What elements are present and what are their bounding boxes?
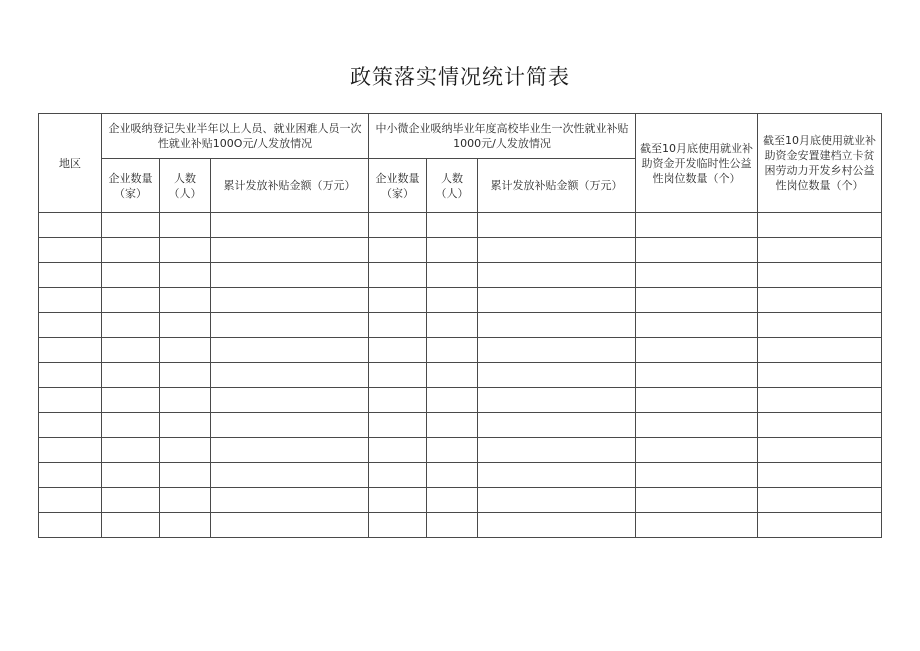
group1-people-count-header: 人数（人）	[160, 159, 211, 213]
table-cell[interactable]	[478, 438, 636, 463]
table-cell[interactable]	[427, 238, 478, 263]
table-cell[interactable]	[369, 488, 427, 513]
table-cell[interactable]	[478, 288, 636, 313]
table-cell[interactable]	[636, 238, 758, 263]
group2-company-count-header: 企业数量（家）	[369, 159, 427, 213]
table-cell[interactable]	[369, 413, 427, 438]
table-cell[interactable]	[758, 213, 882, 238]
table-row	[39, 488, 882, 513]
table-cell[interactable]	[211, 388, 369, 413]
table-cell[interactable]	[636, 363, 758, 388]
header-row-1	[39, 114, 882, 159]
page-title: 政策落实情况统计简表	[350, 65, 570, 89]
table-cell[interactable]	[211, 263, 369, 288]
table-row	[39, 288, 882, 313]
table-cell[interactable]	[758, 413, 882, 438]
table-cell[interactable]	[369, 338, 427, 363]
temp-posts-header: 截至10月底使用就业补助资金开发临时性公益性岗位数量（个）	[636, 114, 758, 213]
table-cell[interactable]	[39, 238, 102, 263]
table-cell[interactable]	[211, 488, 369, 513]
group2-people-count-header: 人数（人）	[427, 159, 478, 213]
group1-header: 企业吸纳登记失业半年以上人员、就业困难人员一次性就业补贴100O元/人发放情况	[102, 114, 369, 159]
group1-company-count-header: 企业数量（家）	[102, 159, 160, 213]
table-cell[interactable]	[39, 413, 102, 438]
table-cell[interactable]	[39, 388, 102, 413]
table-cell[interactable]	[478, 338, 636, 363]
table-cell[interactable]	[758, 463, 882, 488]
table-row	[39, 213, 882, 238]
table-cell[interactable]	[758, 313, 882, 338]
table-cell[interactable]	[102, 388, 160, 413]
table-cell[interactable]	[636, 388, 758, 413]
table-cell[interactable]	[758, 513, 882, 538]
table-cell[interactable]	[427, 363, 478, 388]
table-cell[interactable]	[211, 238, 369, 263]
table-cell[interactable]	[369, 313, 427, 338]
table-cell[interactable]	[369, 438, 427, 463]
table-cell[interactable]	[39, 338, 102, 363]
table-cell[interactable]	[427, 263, 478, 288]
table-row	[39, 463, 882, 488]
table-cell[interactable]	[39, 513, 102, 538]
table-cell[interactable]	[39, 438, 102, 463]
table-row	[39, 413, 882, 438]
table-cell[interactable]	[427, 288, 478, 313]
table-cell[interactable]	[39, 288, 102, 313]
table-cell[interactable]	[102, 413, 160, 438]
table-cell[interactable]	[39, 463, 102, 488]
table-cell[interactable]	[636, 463, 758, 488]
table-cell[interactable]	[102, 338, 160, 363]
table-cell[interactable]	[478, 463, 636, 488]
table-cell[interactable]	[160, 263, 211, 288]
table-cell[interactable]	[160, 388, 211, 413]
table-cell[interactable]	[758, 438, 882, 463]
table-cell[interactable]	[369, 213, 427, 238]
table-cell[interactable]	[160, 413, 211, 438]
table-cell[interactable]	[478, 263, 636, 288]
table-cell[interactable]	[478, 213, 636, 238]
table-cell[interactable]	[211, 213, 369, 238]
table-cell[interactable]	[427, 313, 478, 338]
table-cell[interactable]	[758, 238, 882, 263]
table-cell[interactable]	[102, 438, 160, 463]
table-cell[interactable]	[160, 338, 211, 363]
table-cell[interactable]	[39, 488, 102, 513]
table-cell[interactable]	[369, 513, 427, 538]
table-row	[39, 313, 882, 338]
group2-subsidy-amount-header: 累计发放补贴金额（万元）	[478, 159, 636, 213]
table-cell[interactable]	[478, 363, 636, 388]
table-cell[interactable]	[211, 413, 369, 438]
table-row	[39, 363, 882, 388]
table-cell[interactable]	[211, 338, 369, 363]
table-cell[interactable]	[427, 438, 478, 463]
table-cell[interactable]	[39, 213, 102, 238]
group2-header: 中小微企业吸纳毕业年度高校毕业生一次性就业补贴1000元/人发放情况	[369, 114, 636, 159]
table-cell[interactable]	[39, 363, 102, 388]
table-cell[interactable]	[636, 313, 758, 338]
table-cell[interactable]	[211, 463, 369, 488]
table-cell[interactable]	[369, 288, 427, 313]
table-cell[interactable]	[478, 388, 636, 413]
table-cell[interactable]	[160, 238, 211, 263]
statistics-table	[38, 113, 882, 538]
table-cell[interactable]	[102, 463, 160, 488]
table-cell[interactable]	[102, 213, 160, 238]
table-cell[interactable]	[369, 238, 427, 263]
table-row	[39, 263, 882, 288]
table-cell[interactable]	[369, 363, 427, 388]
table-cell[interactable]	[758, 338, 882, 363]
table-cell[interactable]	[160, 488, 211, 513]
table-cell[interactable]	[211, 438, 369, 463]
table-row	[39, 513, 882, 538]
table-cell[interactable]	[102, 513, 160, 538]
table-cell[interactable]	[211, 513, 369, 538]
table-cell[interactable]	[160, 513, 211, 538]
table-row	[39, 438, 882, 463]
table-cell[interactable]	[636, 513, 758, 538]
table-cell[interactable]	[427, 463, 478, 488]
table-cell[interactable]	[758, 288, 882, 313]
table-cell[interactable]	[427, 338, 478, 363]
table-cell[interactable]	[427, 413, 478, 438]
table-cell[interactable]	[211, 363, 369, 388]
table-cell[interactable]	[39, 313, 102, 338]
table-cell[interactable]	[211, 313, 369, 338]
table-cell[interactable]	[758, 388, 882, 413]
table-cell[interactable]	[427, 488, 478, 513]
group1-subsidy-amount-header: 累计发放补贴金额（万元）	[211, 159, 369, 213]
table-cell[interactable]	[160, 463, 211, 488]
table-cell[interactable]	[369, 388, 427, 413]
table-cell[interactable]	[160, 363, 211, 388]
table-cell[interactable]	[369, 263, 427, 288]
table-cell[interactable]	[369, 463, 427, 488]
table-cell[interactable]	[636, 338, 758, 363]
table-cell[interactable]	[102, 488, 160, 513]
poverty-posts-header: 截至10月底使用就业补助资金安置建档立卡贫困劳动力开发乡村公益性岗位数量（个）	[758, 114, 882, 213]
table-cell[interactable]	[478, 488, 636, 513]
table-cell[interactable]	[102, 363, 160, 388]
table-cell[interactable]	[427, 513, 478, 538]
table-cell[interactable]	[102, 238, 160, 263]
table-cell[interactable]	[636, 488, 758, 513]
table-cell[interactable]	[758, 363, 882, 388]
table-cell[interactable]	[478, 313, 636, 338]
table-cell[interactable]	[636, 438, 758, 463]
table-cell[interactable]	[427, 213, 478, 238]
table-cell[interactable]	[636, 263, 758, 288]
table-cell[interactable]	[160, 213, 211, 238]
table-cell[interactable]	[427, 388, 478, 413]
table-row	[39, 238, 882, 263]
table-cell[interactable]	[636, 213, 758, 238]
table-cell[interactable]	[102, 313, 160, 338]
table-cell[interactable]	[102, 288, 160, 313]
table-row	[39, 388, 882, 413]
table-cell[interactable]	[636, 413, 758, 438]
table-cell[interactable]	[478, 238, 636, 263]
table-cell[interactable]	[211, 288, 369, 313]
table-cell[interactable]	[102, 263, 160, 288]
table-cell[interactable]	[636, 288, 758, 313]
table-cell[interactable]	[160, 288, 211, 313]
table-cell[interactable]	[160, 438, 211, 463]
table-row	[39, 338, 882, 363]
table-cell[interactable]	[478, 513, 636, 538]
table-cell[interactable]	[758, 263, 882, 288]
table-cell[interactable]	[758, 488, 882, 513]
table-cell[interactable]	[160, 313, 211, 338]
table-cell[interactable]	[478, 413, 636, 438]
table-cell[interactable]	[39, 263, 102, 288]
region-header: 地区	[39, 114, 102, 213]
